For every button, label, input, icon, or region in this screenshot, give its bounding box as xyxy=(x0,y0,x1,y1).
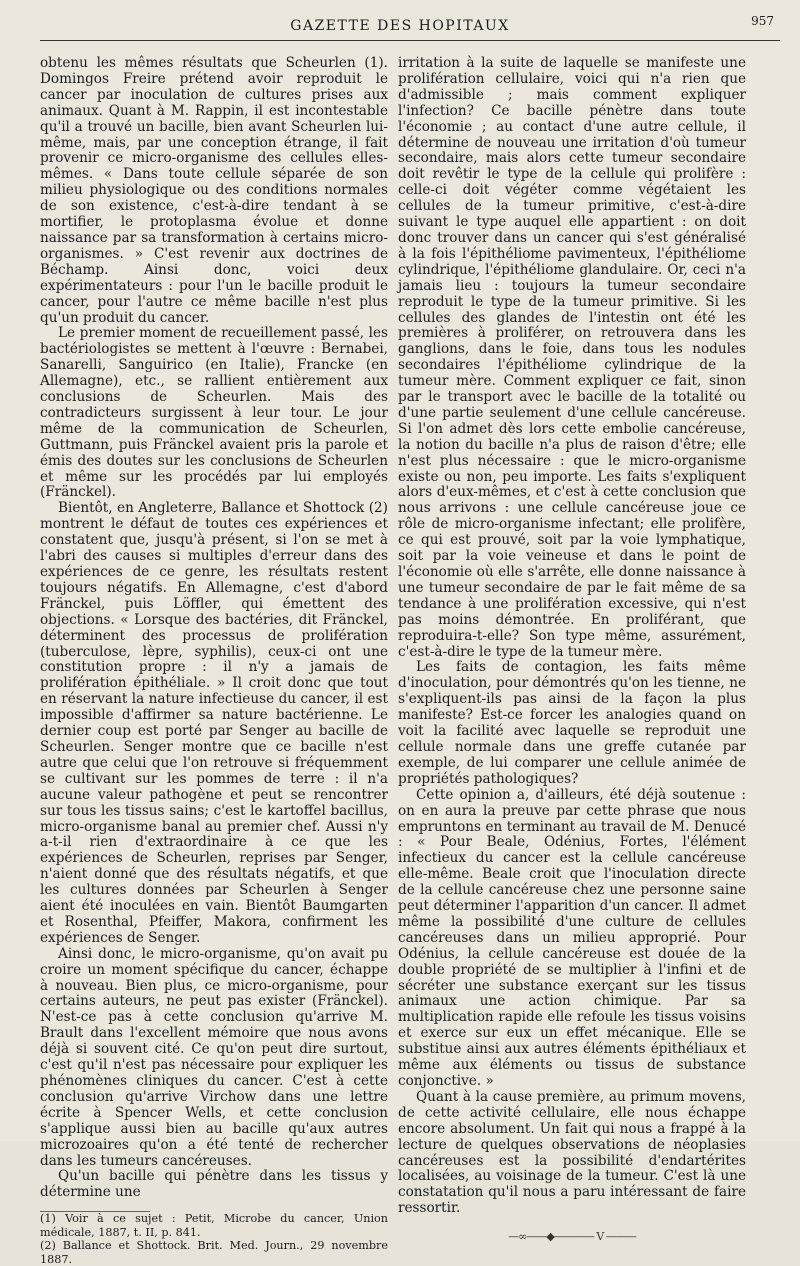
end-ornament: —∞——◆———— V ——— xyxy=(508,1230,636,1244)
left-column xyxy=(40,56,388,1266)
right-column xyxy=(398,56,746,1245)
paragraph: irritation à la suite de laquelle se manifeste une prolifération cellulaire, voici qui n'a rien que d'admissible ; mais comment expliquer l'infection? Ce bacille pénètre dans toute l'économie ; au contact d'une autre cellule, il détermine de nouveau une irritation d'où tumeur secondaire, mais alors cette tumeur secondaire doit revêtir le type de la cellule qui prolifère : celle-ci doit végéter comme végétaient les cellules de la tumeur primitive, c'est-à-dire suivant le type auquel elle appartient : on doit donc trouver dans un cancer qui s'est généralisé à la fois l'épithéliome pavimenteux, l'épithéliome cylindrique, l'épithéliome glandulaire. Or, ceci n'a jamais lieu : toujours la tumeur secondaire reproduit le type de la tumeur primitive. Si les cellules des glandes de l'intestin ont été les premières à proliférer, on retrouvera dans les ganglions, dans le foie, dans tous les nodules secondaires l'épithéliome cylindrique de la tumeur mère. Comment expliquer ce fait, sinon par le transport avec le bacille de la totalité ou d'une partie seulement d'une cellule cancéreuse. Si l'on admet dès lors cette embolie cancéreuse, la notion du bacille n'a plus de raison d'être; elle n'est plus nécessaire : que le micro-organisme existe ou non, peu importe. Les faits s'expliquent alors d'eux-mêmes, et c'est à cette conclusion que nous arrivons : une cellule cancéreuse joue ce rôle de micro-organisme infectant; elle prolifère, ce qui est prouvé, soit par la voie lymphatique, soit par la voie veineuse et dans le point de l'économie où elle s'arrête, elle donne naissance à une tumeur secondaire de par le fait même de sa tendance à une prolifération excessive, qui n'est pas moins démontrée. En proliférant, que reproduira-t-elle? Son type même, assurément, c'est-à-dire le type de la tumeur mère. xyxy=(398,55,746,660)
footnote: (1) Voir à ce sujet : Petit, Microbe du cancer, Union médicale, 1887, t. II, p. 841. xyxy=(40,1212,388,1239)
page-number: 957 xyxy=(751,14,774,28)
header-rule xyxy=(40,40,780,41)
paragraph: Ainsi donc, le micro-organisme, qu'on avait pu croire un moment spécifique du cancer, échappe à nouveau. Bien plus, ce micro-organisme, pour certains auteurs, ne peut pas exister (Fränckel). N'est-ce pas à cette conclusion qu'arrive M. Brault dans l'excellent mémoire que nous avons déjà si souvent cité. Ce qu'on peut dire surtout, c'est qu'il n'est pas nécessaire pour expliquer les phénomènes cliniques du cancer. C'est à cette conclusion qu'arrive Virchow dans une lettre écrite à Spencer Wells, et cette conclusion s'applique aussi bien au bacille qu'aux autres microzoaires qu'on a été tenté de rechercher dans les tumeurs cancéreuses. xyxy=(40,945,388,1169)
paragraph: obtenu les mêmes résultats que Scheurlen (1). Domingos Freire prétend avoir reproduit le cancer par inoculation de cultures prises aux animaux. Quant à M. Rappin, il est incontestable qu'il a trouvé un bacille, bien avant Scheurlen lui-même, mais, par une conception étrange, il fait provenir ce micro-organisme des cellules elles-mêmes. « Dans toute cellule séparée de son milieu physiologique ou des conditions normales de son existence, c'est-à-dire tendant à se mortifier, le protoplasma évolue et donne naissance par sa transformation à certains micro-organismes. » C'est revenir aux doctrines de Béchamp. Ainsi donc, voici deux expérimentateurs : pour l'un le bacille produit le cancer, pour l'autre ce même bacille n'est plus qu'un produit du cancer. xyxy=(40,55,388,326)
footnote: (2) Ballance et Shottock. Brit. Med. Journ., 29 novembre 1887. xyxy=(40,1239,388,1266)
journal-title: GAZETTE DES HOPITAUX xyxy=(290,18,510,34)
page-header xyxy=(0,14,800,38)
paragraph: Le premier moment de recueillement passé, les bactériologistes se mettent à l'œuvre : Bernabei, Sanarelli, Sanguirico (en Italie), Francke (en Allemagne), etc., se rallient entièrement aux conclusions de Scheurlen. Mais des contradicteurs surgissent à leur tour. Le jour même de la communication de Scheurlen, Guttmann, puis Fränckel avaient pris la parole et émis des doutes sur les conclusions de Scheurlen et même sur les procédés par lui employés (Fränckel). xyxy=(40,325,388,501)
paragraph: Bientôt, en Angleterre, Ballance et Shottock (2) montrent le défaut de toutes ces expériences et constatent que, jusqu'à présent, si l'on se met à l'abri des causes si multiples d'erreur dans des expériences de ce genre, les résultats restent toujours négatifs. En Allemagne, c'est d'abord Fränckel, puis Löffler, qui émettent des objections. « Lorsque des bactéries, dit Fränckel, déterminent des processus de prolifération (tuberculose, lèpre, syphilis), ceux-ci ont une constitution propre : il n'y a jamais de prolifération épithéliale. » Il croit donc que tout en réservant la nature infectieuse du cancer, il est impossible d'affirmer sa nature bactérienne. Le dernier coup est porté par Senger au bacille de Scheurlen. Senger montre que ce bacille n'est autre que celui que l'on retrouve si fréquemment se cultivant sur les pommes de terre : il n'a aucune valeur pathogène et peut se rencontrer sur tous les tissus sains; c'est le kartoffel bacillus, micro-organisme banal au premier chef. Aussi n'y a-t-il rien d'extraordinaire à ce que les expériences de Scheurlen, reprises par Senger, n'aient donné que des résultats négatifs, et que les cultures données par Scheurlen à Senger aient été inoculées en vain. Bientôt Baumgarten et Rosenthal, Pfeiffer, Makora, confirment les expériences de Senger. xyxy=(40,500,388,946)
paragraph: Quant à la cause première, au primum movens, de cette activité cellulaire, elle nous échappe encore absolument. Un fait qui nous a frappé à la lecture de quelques observations de néoplasies cancéreuses est la possibilité d'endartérites localisées, au voisinage de la tumeur. C'est là une constatation qu'il nous a paru intéressant de faire ressortir. xyxy=(398,1088,746,1217)
paragraph: Qu'un bacille qui pénètre dans les tissus y détermine une xyxy=(40,1168,388,1201)
paragraph: Cette opinion a, d'ailleurs, été déjà soutenue : on en aura la preuve par cette phrase que nous empruntons en terminant au travail de M. Denucé : « Pour Beale, Odénius, Fortes, l'élément infectieux du cancer est la cellule cancéreuse elle-même. Beale croit que l'inoculation directe de la cellule cancéreuse chez une personne saine peut déterminer l'apparition d'un cancer. Il admet même la possibilité d'une culture de cellules cancéreuses dans un milieu approprié. Pour Odénius, la cellule cancéreuse est douée de la double propriété de se multiplier à l'infini et de sécréter une substance exerçant sur les tissus animaux une action chimique. Par sa multiplication rapide elle refoule les tissus voisins et exerce sur eux un effet mécanique. Elle se substitue ainsi aux autres éléments épithéliaux et même aux éléments ou tissus de substance conjonctive. » xyxy=(398,786,746,1089)
paragraph: Les faits de contagion, les faits même d'inoculation, pour démontrés qu'on les tienne, ne s'expliquent-ils pas ainsi de la façon la plus manifeste? Est-ce forcer les analogies quand on voit la facilité avec laquelle se reproduit une cellule normale dans une greffe cutanée par exemple, de lui comparer une cellule animée de propriétés pathologiques? xyxy=(398,659,746,787)
